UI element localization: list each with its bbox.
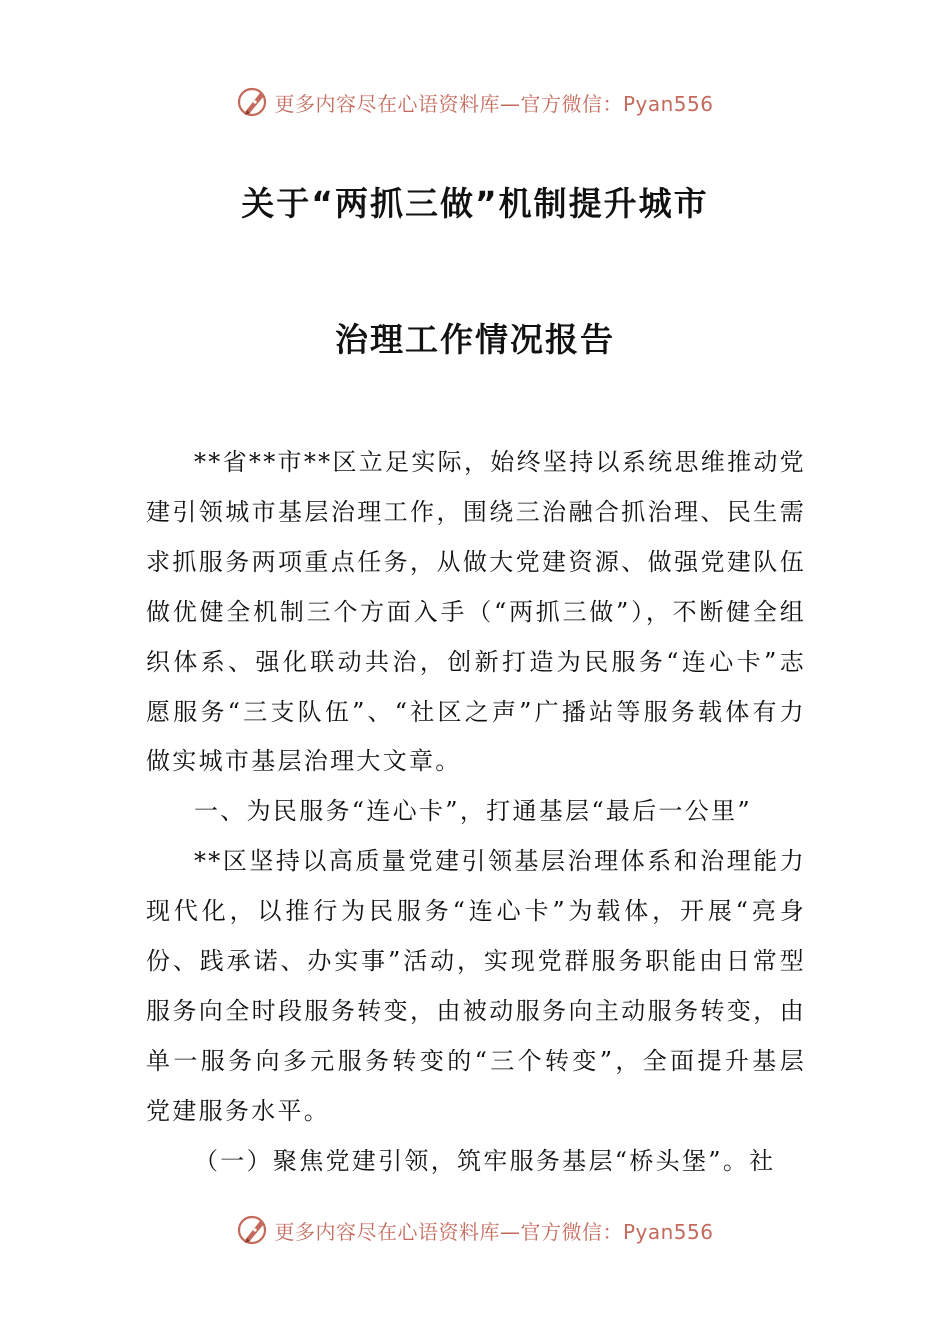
document-body: [146, 438, 806, 1187]
subsection-heading-1: （一）聚焦党建引领，筑牢服务基层“桥头堡”。社: [194, 1146, 776, 1175]
footer-watermark-banner: [0, 1212, 950, 1248]
pen-nib-circle-icon: [236, 85, 270, 119]
document-title-line-2: 治理工作情况报告: [335, 320, 615, 359]
paragraph-intro: **省**市**区立足实际，始终坚持以系统思维推动党建引领城市基层治理工作，围绕三治融合抓治理、民生需求抓服务两项重点任务，从做大党建资源、做强党建队伍做优健全机制三个方面入手（“两抓三做”），不断健全组织体系、强化联动共治，创新打造为民服务“连心卡”志愿服务“三支队伍”、“社区之声”广播站等服务载体有力做实城市基层治理大文章。: [146, 448, 806, 776]
watermark-text: 更多内容尽在心语资料库—官方微信：Pyan556: [274, 1219, 714, 1244]
document-title-line-1: 关于“两抓三做”机制提升城市: [241, 184, 709, 223]
watermark-text: 更多内容尽在心语资料库—官方微信：Pyan556: [274, 91, 714, 116]
section-heading-1: 一、为民服务“连心卡”，打通基层“最后一公里”: [194, 797, 752, 826]
header-watermark-banner: [0, 84, 950, 120]
pen-nib-circle-icon: [236, 1213, 270, 1247]
paragraph-section-1: **区坚持以高质量党建引领基层治理体系和治理能力现代化，以推行为民服务“连心卡”为载体，开展“亮身份、践承诺、办实事”活动，实现党群服务职能由日常型服务向全时段服务转变，由被动服务向主动服务转变，由单一服务向多元服务转变的“三个转变”，全面提升基层党建服务水平。: [146, 847, 806, 1125]
